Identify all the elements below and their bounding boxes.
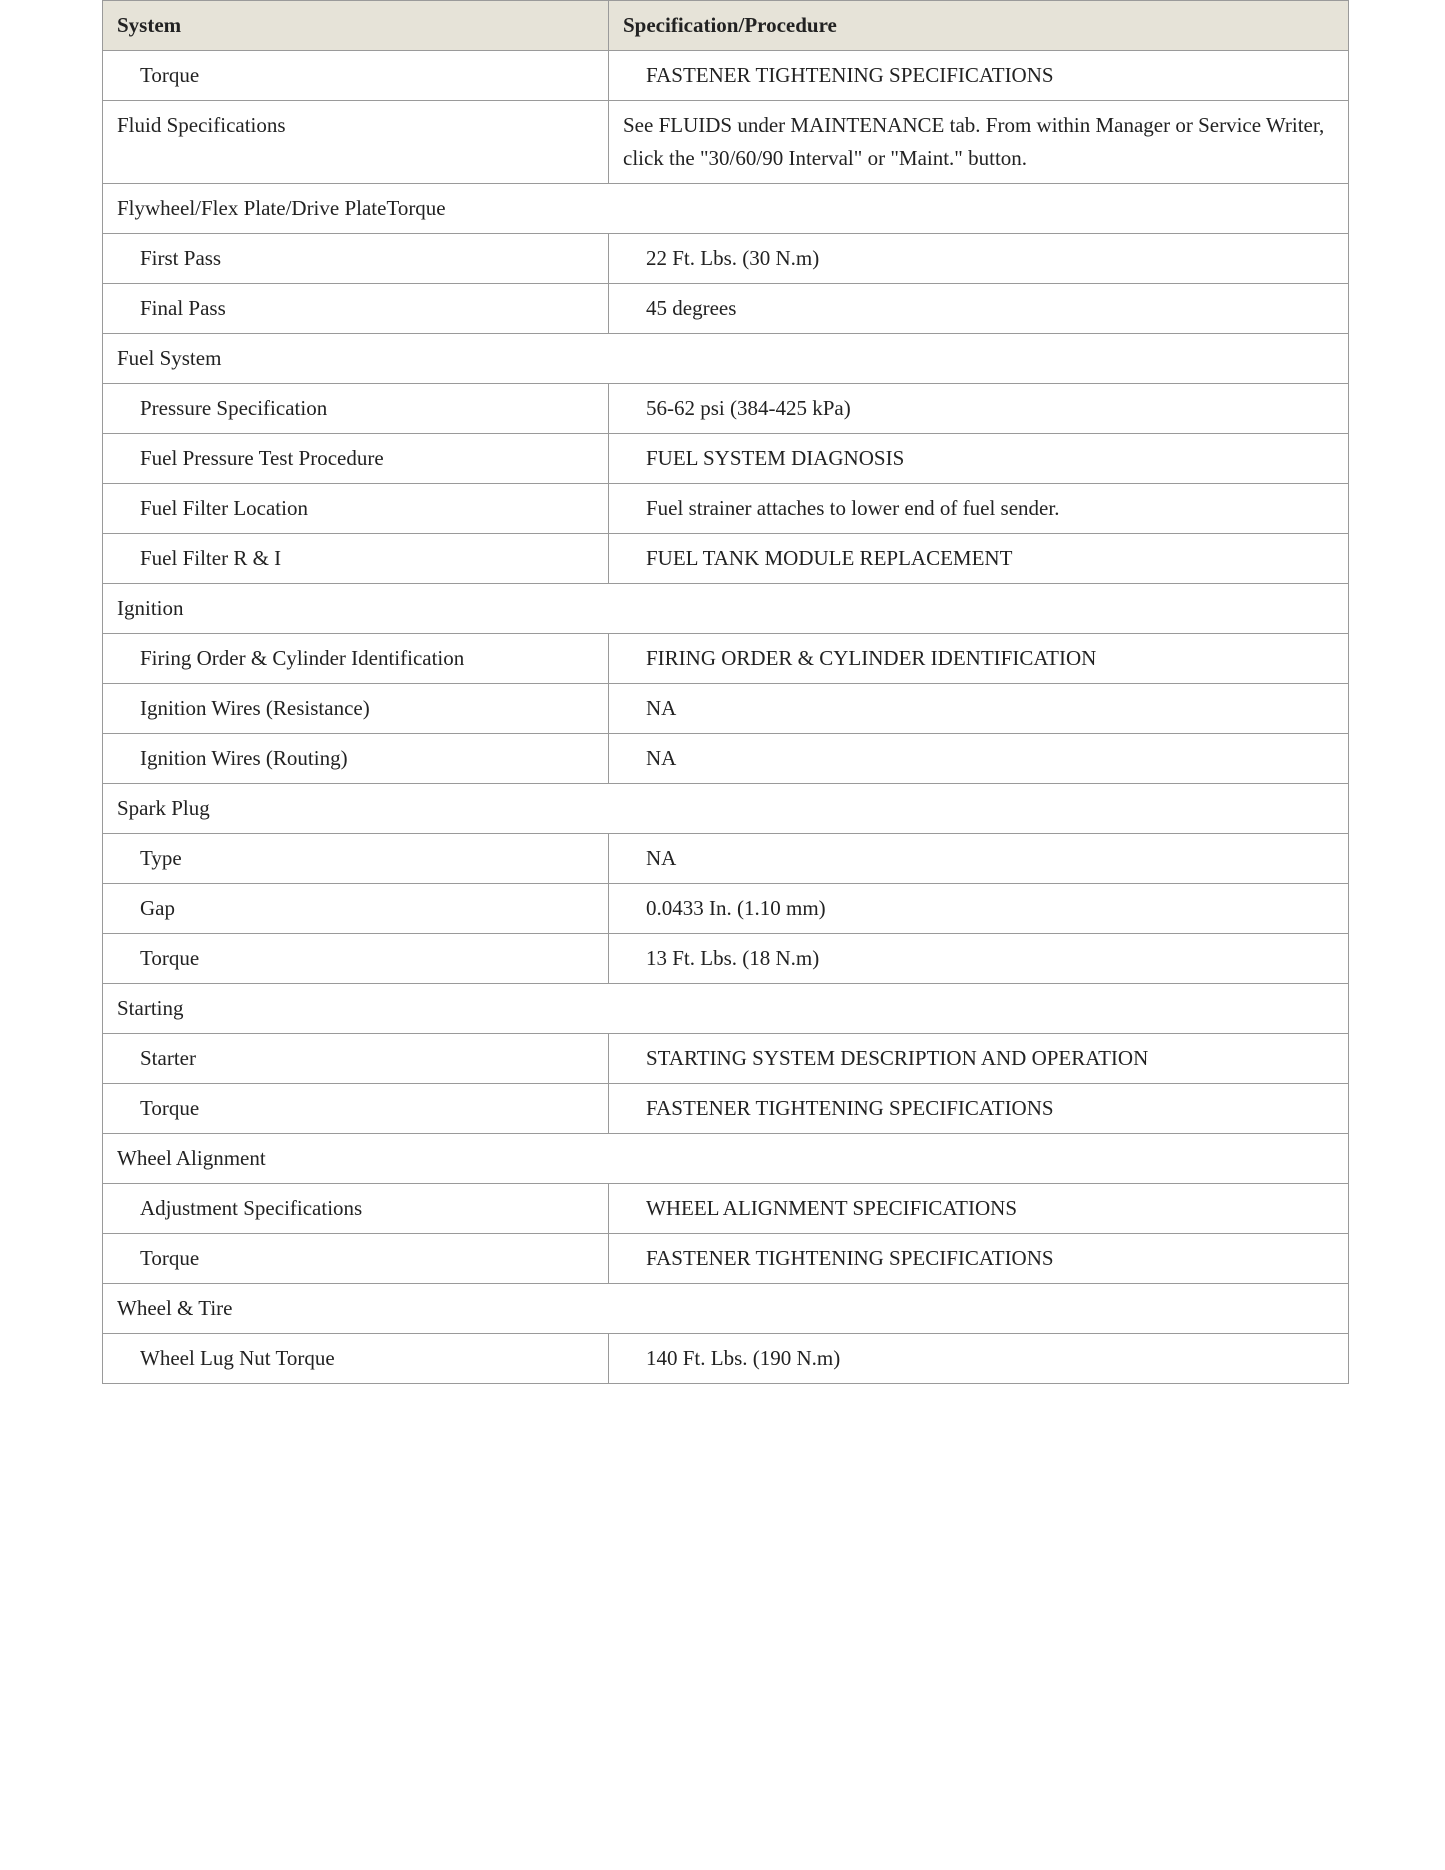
table-row [103, 1234, 1349, 1284]
section-row [103, 784, 1349, 834]
system-cell: Firing Order & Cylinder Identification [103, 634, 609, 684]
table-header-row [103, 1, 1349, 51]
table-row [103, 284, 1349, 334]
specification-cell: 45 degrees [609, 284, 1349, 334]
section-row [103, 984, 1349, 1034]
system-cell: Type [103, 834, 609, 884]
system-cell: Fuel Pressure Test Procedure [103, 434, 609, 484]
specification-cell: FIRING ORDER & CYLINDER IDENTIFICATION [609, 634, 1349, 684]
section-heading: Wheel & Tire [103, 1284, 1349, 1334]
table-body [103, 51, 1349, 1384]
table-row [103, 934, 1349, 984]
specification-cell: 56-62 psi (384-425 kPa) [609, 384, 1349, 434]
specification-cell: FASTENER TIGHTENING SPECIFICATIONS [609, 1234, 1349, 1284]
system-cell: First Pass [103, 234, 609, 284]
specification-cell: FASTENER TIGHTENING SPECIFICATIONS [609, 1084, 1349, 1134]
section-heading: Fuel System [103, 334, 1349, 384]
section-row [103, 1284, 1349, 1334]
section-row [103, 184, 1349, 234]
specification-cell: NA [609, 834, 1349, 884]
table-row [103, 634, 1349, 684]
specification-cell: 13 Ft. Lbs. (18 N.m) [609, 934, 1349, 984]
system-cell: Pressure Specification [103, 384, 609, 434]
system-cell: Torque [103, 51, 609, 101]
table-row [103, 1084, 1349, 1134]
specification-cell: FASTENER TIGHTENING SPECIFICATIONS [609, 51, 1349, 101]
table-row [103, 1034, 1349, 1084]
specification-cell: FUEL SYSTEM DIAGNOSIS [609, 434, 1349, 484]
system-cell: Fuel Filter R & I [103, 534, 609, 584]
table-row [103, 684, 1349, 734]
system-cell: Gap [103, 884, 609, 934]
table-row [103, 534, 1349, 584]
table-row [103, 734, 1349, 784]
table-row [103, 1184, 1349, 1234]
specification-cell: WHEEL ALIGNMENT SPECIFICATIONS [609, 1184, 1349, 1234]
section-heading: Wheel Alignment [103, 1134, 1349, 1184]
specification-cell: STARTING SYSTEM DESCRIPTION AND OPERATION [609, 1034, 1349, 1084]
specification-cell: NA [609, 684, 1349, 734]
system-cell: Final Pass [103, 284, 609, 334]
specification-cell: NA [609, 734, 1349, 784]
table-row [103, 434, 1349, 484]
system-cell: Fuel Filter Location [103, 484, 609, 534]
specification-cell: 140 Ft. Lbs. (190 N.m) [609, 1334, 1349, 1384]
table-row [103, 484, 1349, 534]
system-cell: Adjustment Specifications [103, 1184, 609, 1234]
table-row [103, 234, 1349, 284]
section-heading: Ignition [103, 584, 1349, 634]
column-header-specification: Specification/Procedure [609, 1, 1349, 51]
system-cell: Fluid Specifications [103, 101, 609, 184]
section-heading: Flywheel/Flex Plate/Drive PlateTorque [103, 184, 1349, 234]
section-row [103, 334, 1349, 384]
system-cell: Ignition Wires (Resistance) [103, 684, 609, 734]
system-cell: Torque [103, 1084, 609, 1134]
column-header-system: System [103, 1, 609, 51]
system-cell: Torque [103, 934, 609, 984]
section-row [103, 584, 1349, 634]
specification-cell: FUEL TANK MODULE REPLACEMENT [609, 534, 1349, 584]
specification-cell: 0.0433 In. (1.10 mm) [609, 884, 1349, 934]
system-cell: Torque [103, 1234, 609, 1284]
system-cell: Ignition Wires (Routing) [103, 734, 609, 784]
table-row [103, 384, 1349, 434]
section-heading: Starting [103, 984, 1349, 1034]
specification-cell: See FLUIDS under MAINTENANCE tab. From within Manager or Service Writer, click the "30/60/90 Interval" or "Maint." button. [609, 101, 1349, 184]
section-heading: Spark Plug [103, 784, 1349, 834]
section-row [103, 1134, 1349, 1184]
system-cell: Starter [103, 1034, 609, 1084]
specifications-table [102, 0, 1349, 1384]
specification-cell: Fuel strainer attaches to lower end of fuel sender. [609, 484, 1349, 534]
table-row [103, 1334, 1349, 1384]
table-row [103, 884, 1349, 934]
system-cell: Wheel Lug Nut Torque [103, 1334, 609, 1384]
table-row [103, 101, 1349, 184]
table-row [103, 51, 1349, 101]
specification-cell: 22 Ft. Lbs. (30 N.m) [609, 234, 1349, 284]
table-row [103, 834, 1349, 884]
